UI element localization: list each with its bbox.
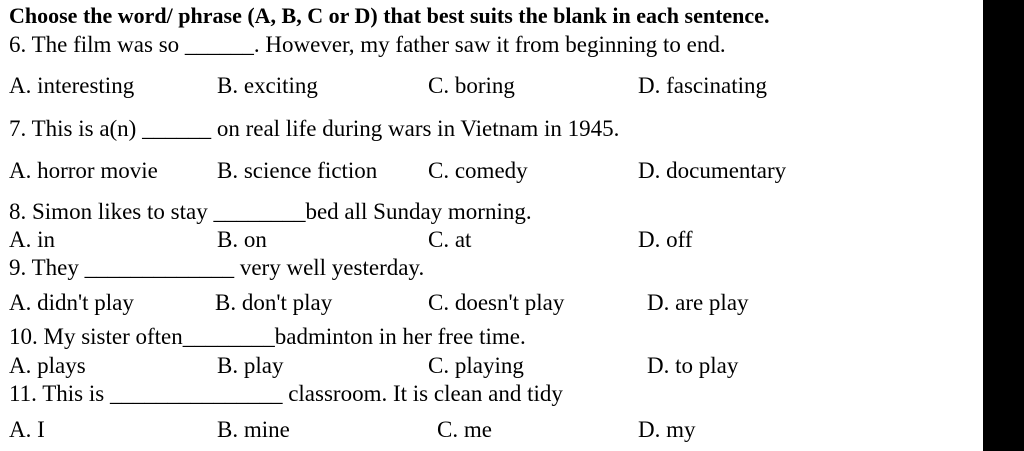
question-9-option-a: A. didn't play <box>9 290 134 315</box>
question-8-stem: 8. Simon likes to stay ________bed all Sunday morning. <box>9 199 532 224</box>
question-6-stem: 6. The film was so ______. However, my father saw it from beginning to end. <box>9 32 726 57</box>
question-11-option-a: A. I <box>9 417 45 442</box>
question-11-stem: 11. This is _______________ classroom. It is clean and tidy <box>9 381 563 406</box>
question-8-option-b: B. on <box>217 227 267 252</box>
question-8-option-c: C. at <box>428 227 472 252</box>
question-9-option-c: C. doesn't play <box>428 290 565 315</box>
question-11-option-b: B. mine <box>217 417 290 442</box>
question-10-option-a: A. plays <box>9 353 86 378</box>
question-7-option-d: D. documentary <box>638 158 787 183</box>
question-6-option-b: B. exciting <box>217 73 318 98</box>
question-11-option-d: D. my <box>638 417 696 442</box>
question-6-option-c: C. boring <box>428 73 515 98</box>
question-10-option-d: D. to play <box>647 353 739 378</box>
question-6-option-d: D. fascinating <box>638 73 768 98</box>
question-10-stem: 10. My sister often________badminton in her free time. <box>9 324 526 349</box>
dark-edge-bar <box>983 0 1024 451</box>
question-9-option-b: B. don't play <box>215 290 333 315</box>
instruction-heading: Choose the word/ phrase (A, B, C or D) that best suits the blank in each sentence. <box>9 3 770 28</box>
question-8-option-a: A. in <box>9 227 55 252</box>
question-7-option-b: B. science fiction <box>217 158 378 183</box>
question-7-stem: 7. This is a(n) ______ on real life during wars in Vietnam in 1945. <box>9 116 620 141</box>
question-6-option-a: A. interesting <box>9 73 135 98</box>
question-10-option-b: B. play <box>217 353 284 378</box>
question-11-option-c: C. me <box>437 417 492 442</box>
question-10-option-c: C. playing <box>428 353 524 378</box>
question-7-option-c: C. comedy <box>428 158 528 183</box>
question-9-option-d: D. are play <box>647 290 749 315</box>
question-7-option-a: A. horror movie <box>9 158 158 183</box>
question-8-option-d: D. off <box>638 227 693 252</box>
question-9-stem: 9. They _____________ very well yesterday. <box>9 255 425 280</box>
